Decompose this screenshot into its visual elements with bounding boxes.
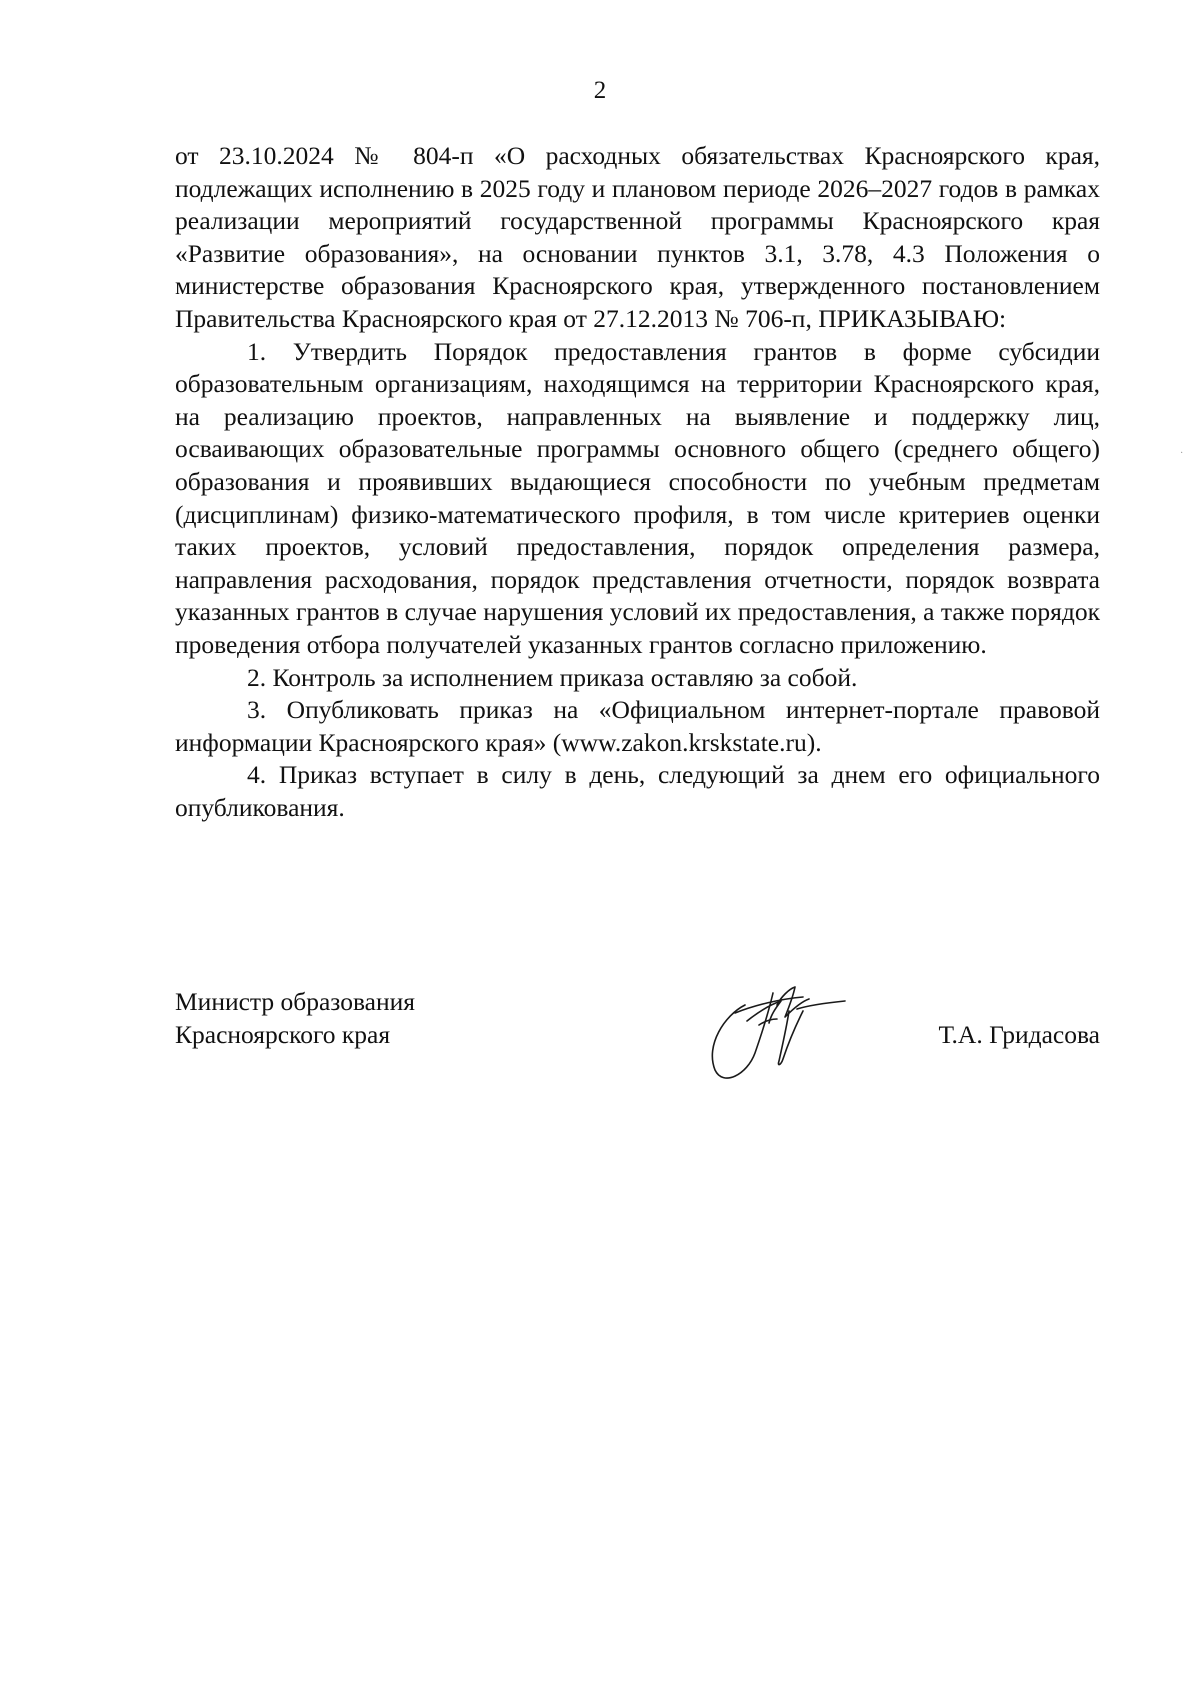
- margin-dot: ·: [1180, 448, 1184, 459]
- paragraph-item-1: 1. Утвердить Порядок предоставления грантов в форме субсидии образовательным организациям, находящимся на территории Красноярского края, на реализацию проектов, направленных на выявление и поддержку лиц, осваивающих образовательные программы основного общего (среднего общего) образования и проявивших выдающиеся способности по учебным предметам (дисциплинам) физико-математического профиля, в том числе критериев оценки таких проектов, условий предоставления, порядок определения размера, направления расходования, порядок представления отчетности, порядок возврата указанных грантов в случае нарушения условий их предоставления, а также порядок проведения отбора получателей указанных грантов согласно приложению.: [175, 336, 1100, 659]
- signer-title: [175, 985, 535, 1051]
- signature-block: [175, 985, 1100, 1095]
- document-body: [175, 140, 1100, 824]
- paragraph-item-4: 4. Приказ вступает в силу в день, следующий за днем его официального опубликования.: [175, 760, 1100, 822]
- signer-name: Т.А. Гридасова: [938, 1020, 1100, 1049]
- paragraph-item-3: 3. Опубликовать приказ на «Официальном интернет-портале правовой информации Красноярского края» (www.zakon.krskstate.ru).: [175, 695, 1100, 757]
- paragraph-preamble: от 23.10.2024 № 804-п «О расходных обязательствах Красноярского края, подлежащих исполнению в 2025 году и плановом периоде 2026–2027 годов в рамках реализации мероприятий государственной программы Красноярского края «Развитие образования», на основании пунктов 3.1, 3.78, 4.3 Положения о министерстве образования Красноярского края, утвержденного постановлением Правительства Красноярского края от 27.12.2013 № 706-п, ПРИКАЗЫВАЮ:: [175, 141, 1100, 333]
- page-number: 2: [593, 77, 607, 104]
- paragraph-item-2: 2. Контроль за исполнением приказа оставляю за собой.: [247, 662, 858, 692]
- signer-title-line-2: Красноярского края: [175, 1020, 391, 1049]
- handwritten-signature-icon: [685, 975, 865, 1085]
- signer-title-line-1: Министр образования: [175, 987, 416, 1016]
